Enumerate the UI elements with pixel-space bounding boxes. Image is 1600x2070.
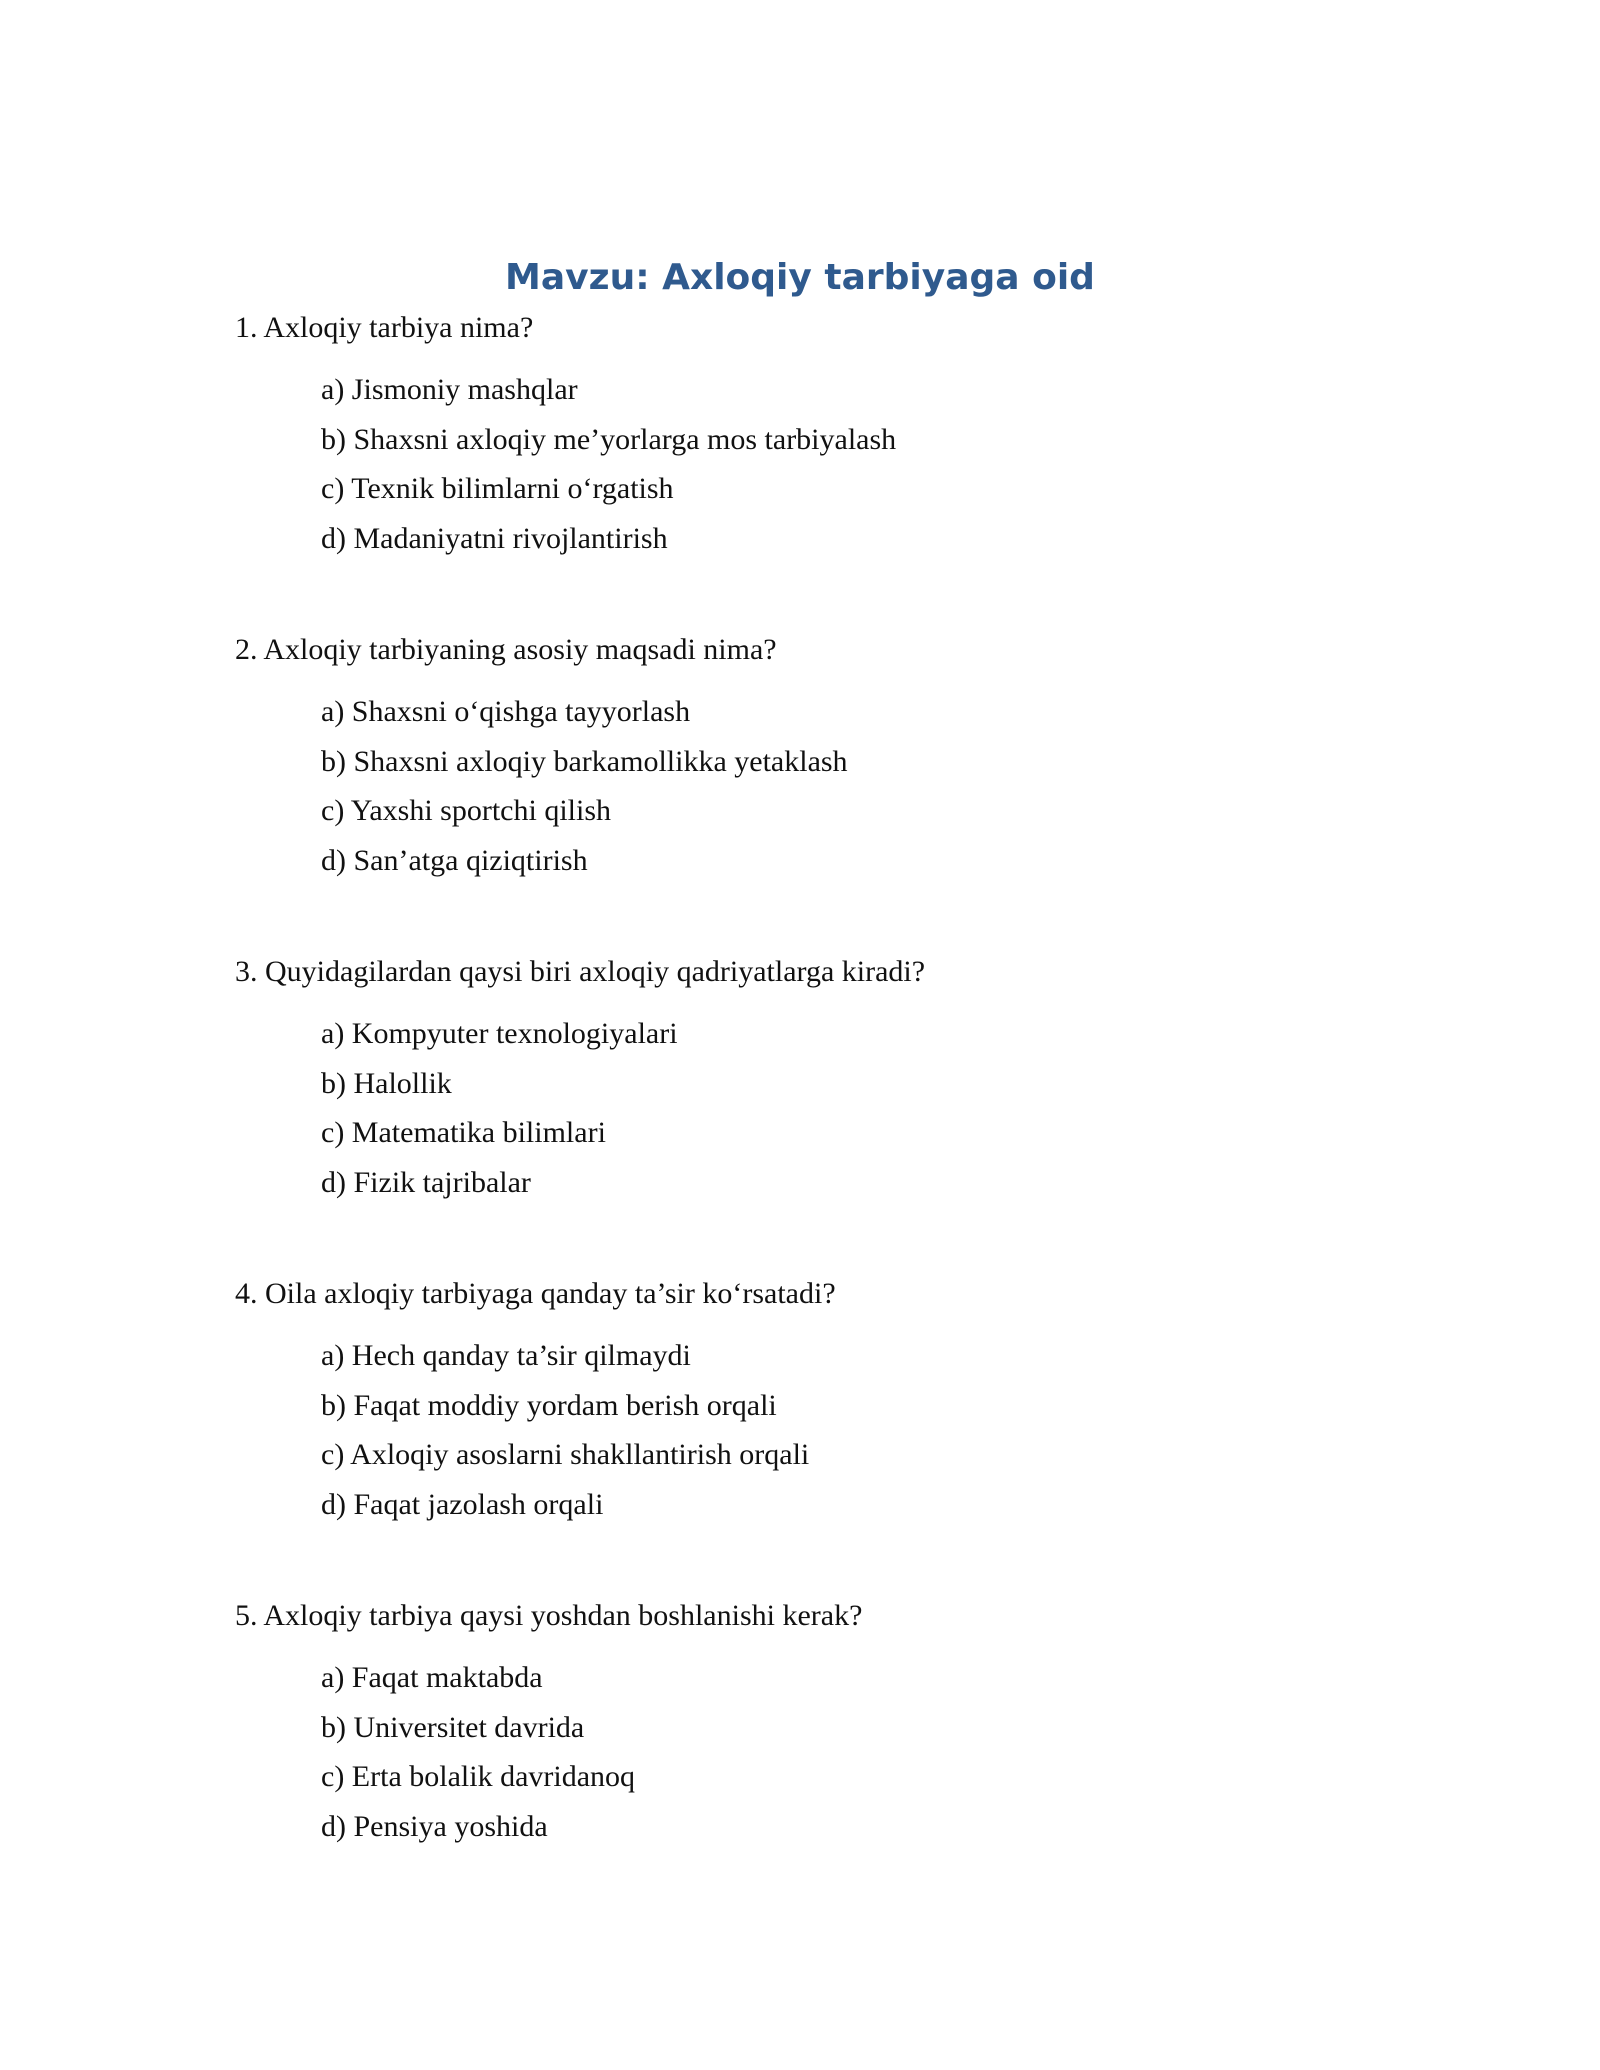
answer-options (321, 365, 896, 563)
answer-option: d) Pensiya yoshida (321, 1809, 548, 1843)
answer-option: a) Hech qanday ta’sir qilmaydi (321, 1339, 691, 1372)
question-text: 4. Oila axloqiy tarbiyaga qanday ta’sir ko‘rsatadi? (235, 1277, 836, 1310)
answer-option: d) Madaniyatni rivojlantirish (321, 521, 668, 555)
answer-option: b) Faqat moddiy yordam berish orqali (321, 1388, 777, 1422)
answer-option: d) Fizik tajribalar (321, 1165, 531, 1199)
answer-option: a) Faqat maktabda (321, 1661, 543, 1694)
answer-options (321, 1009, 678, 1207)
question-text: 5. Axloqiy tarbiya qaysi yoshdan boshlanishi kerak? (235, 1599, 863, 1632)
question-text: 3. Quyidagilardan qaysi biri axloqiy qadriyatlarga kiradi? (235, 955, 926, 988)
answer-option: b) Shaxsni axloqiy barkamollikka yetaklash (321, 744, 848, 778)
answer-option: c) Matematika bilimlari (321, 1116, 606, 1149)
answer-option: a) Jismoniy mashqlar (321, 373, 578, 406)
answer-options (321, 1331, 809, 1529)
answer-option: a) Kompyuter texnologiyalari (321, 1017, 678, 1050)
question-1 (235, 308, 1435, 555)
question-3 (235, 952, 1435, 1199)
answer-option: c) Axloqiy asoslarni shakllantirish orqali (321, 1438, 810, 1471)
answer-options (321, 1653, 635, 1851)
answer-option: c) Texnik bilimlarni o‘rgatish (321, 472, 674, 505)
answer-option: d) Faqat jazolash orqali (321, 1487, 604, 1521)
answer-option: b) Halollik (321, 1066, 452, 1100)
document-title: Mavzu: Axloqiy tarbiyaga oid (505, 257, 1095, 298)
answer-option: c) Yaxshi sportchi qilish (321, 794, 612, 827)
answer-option: c) Erta bolalik davridanoq (321, 1760, 636, 1793)
question-2 (235, 630, 1435, 877)
question-4 (235, 1274, 1435, 1521)
answer-options (321, 687, 848, 885)
answer-option: b) Shaxsni axloqiy me’yorlarga mos tarbiyalash (321, 422, 897, 456)
question-text: 2. Axloqiy tarbiyaning asosiy maqsadi nima? (235, 633, 777, 666)
answer-option: a) Shaxsni o‘qishga tayyorlash (321, 695, 691, 728)
question-5 (235, 1596, 1435, 1843)
answer-option: b) Universitet davrida (321, 1710, 585, 1744)
question-text: 1. Axloqiy tarbiya nima? (235, 311, 534, 344)
answer-option: d) San’atga qiziqtirish (321, 843, 588, 877)
